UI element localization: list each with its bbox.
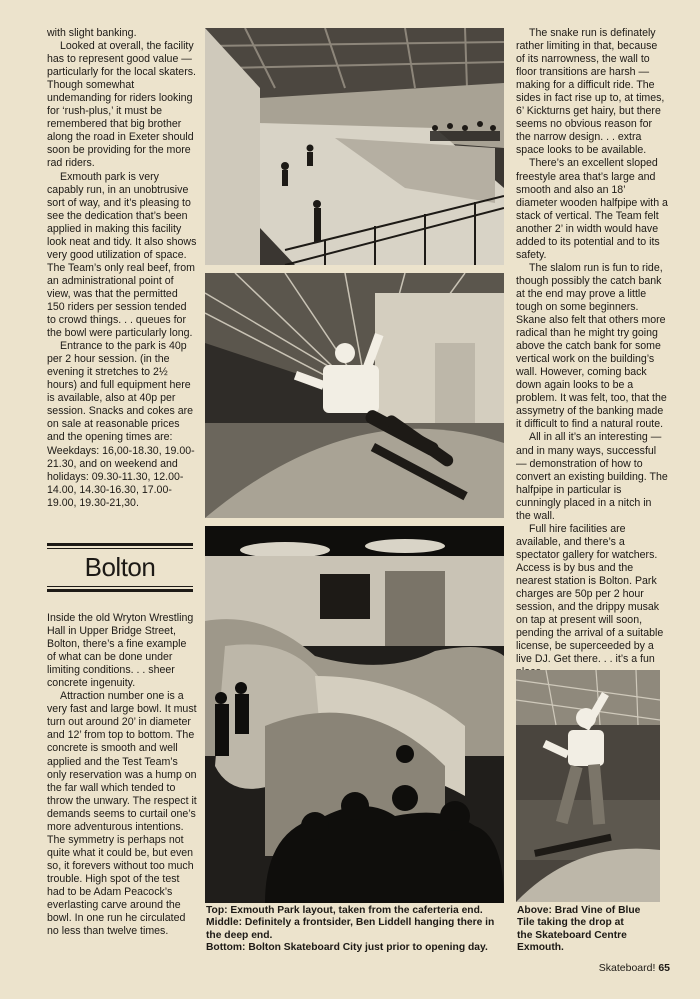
caption-line: the deep end. — [206, 929, 273, 941]
paragraph: All in all it’s an interesting — and in many ways, successful — demonstration of how to convert an existing building. The halfpipe in particular is cunningly placed in a nitch in the wall. — [516, 431, 668, 522]
paragraph: There’s an excellent sloped freestyle area that’s large and smooth and also an 18’ diameter wooden halfpipe with a stack of vertical. The Team felt another 2’ in width would have added to its potential and to its safety. — [516, 157, 668, 261]
caption-line: Tile taking the drop at — [517, 917, 624, 929]
paragraph: Looked at overall, the facility has to represent good value — particularly for the local skaters. Though somewhat undemanding for riders looking for ‘rush-plus,’ it must be remembered that big brother along the road in Exeter should soon be providing for the more rad riders. — [47, 40, 196, 170]
paragraph: Full hire facilities are available, and there’s a spectator gallery for watchers. Access is by bus and the nearest station is Bolton. Park charges are 50p per 2 hour session, and the drippy musak on tap at present will soon, pending the arrival of a suitable license, be superceeded by a live DJ. Get there. . . it’s a fun — [516, 522, 664, 666]
photo-exmouth-park-layout — [205, 28, 504, 265]
page-number: 65 — [658, 962, 670, 974]
paragraph: The slalom run is fun to ride, though possibly the catch bank at the end may prove a little tough on some beginners. Skane also felt that others more radical than he might try going above the catch bank for some vertical work on the building’s wall. However, coming back down again looks to be a problem. It was felt, too, that the assymetry of the banking made it difficult to find a natural route. — [516, 261, 667, 431]
article-column-left-bottom — [47, 612, 197, 938]
section-heading: Bolton — [84, 552, 156, 582]
paragraph: Exmouth park is very capably run, in an unobtrusive sort of way, and it’s pleasing to see the dedication that’s been applied in making this facility look neat and tidy. It also shows very good utilization of space. The Team’s only real beef, from an administrational point of view, was that the permitted 150 riders per session tended to crowd things. . . queues for the bowl were particularly long. — [47, 170, 197, 340]
photo-bolton-skateboard-city — [205, 526, 504, 903]
page-footer — [599, 962, 670, 974]
paragraph: Inside the old Wryton Wrestling Hall in Upper Bridge Street, Bolton, there’s a fine example of what can be done under limiting conditions. . . sheer concrete ingenuity. — [47, 612, 194, 690]
heading-rule-bottom-thin — [47, 586, 193, 587]
photo-frontsider-deep-end — [205, 273, 504, 518]
heading-rule-bottom — [47, 589, 193, 592]
article-column-right — [516, 27, 668, 679]
caption-line: Middle: Definitely a frontsider, Ben Liddell hanging there in — [206, 917, 495, 929]
heading-rule-top — [47, 543, 193, 546]
caption-line: Bottom: Bolton Skateboard City just prior to opening day. — [206, 942, 488, 954]
caption-main-photos — [206, 905, 506, 955]
caption-line: Top: Exmouth Park layout, taken from the caferteria end. — [206, 905, 483, 916]
caption-line: Exmouth. — [517, 942, 564, 954]
article-column-left-top — [47, 27, 197, 510]
paragraph: with slight banking. — [47, 27, 137, 39]
photo-brad-vine — [516, 670, 660, 902]
magazine-name: Skateboard! — [598, 962, 656, 974]
caption-line: the Skateboard Centre — [517, 929, 627, 941]
paragraph: The snake run is definately rather limiting in that, because of its narrowness, the wall to floor transitions are harsh — making for a difficult ride. The sides in fact rise up to, at times, 6’ Kickturns get hairy, but there seems no obvious reason for the narrow design. . . extra space looks to be available. — [516, 27, 665, 157]
caption-line: Above: Brad Vine of Blue — [517, 905, 641, 916]
paragraph: Attraction number one is a very fast and large bowl. It must turn out around 20’ in diameter and 12’ from top to bottom. The concrete is smooth and well applied and the Test Team’s only reservation was a hump on the far wall which tended to throw the unwary. The respect it demands seems to curtail one’s more adventurous intentions. The symmetry is perhaps not quite what it could be, but even so, it forevers without too much trouble. High spot of the test had to be Adam Peacock’s everlasting carve around the bowl. In one run he circulated no less than twelve times. — [47, 690, 197, 938]
paragraph: Entrance to the park is 40p per 2 hour session. (in the evening it stretches to 2½ hours) and full equipment here is available, also at 40p per session. Snacks and cokes are on sale at reasonable prices and the opening times are: Weekdays: 16,00-18.30, 19.00-21.30, and on weekend and holidays: 09.30-11.30, 12.00-14.00, 14.30-16.30, 17.00-19.00, 19.30-21,30. — [47, 340, 195, 509]
caption-brad-vine — [517, 905, 667, 955]
